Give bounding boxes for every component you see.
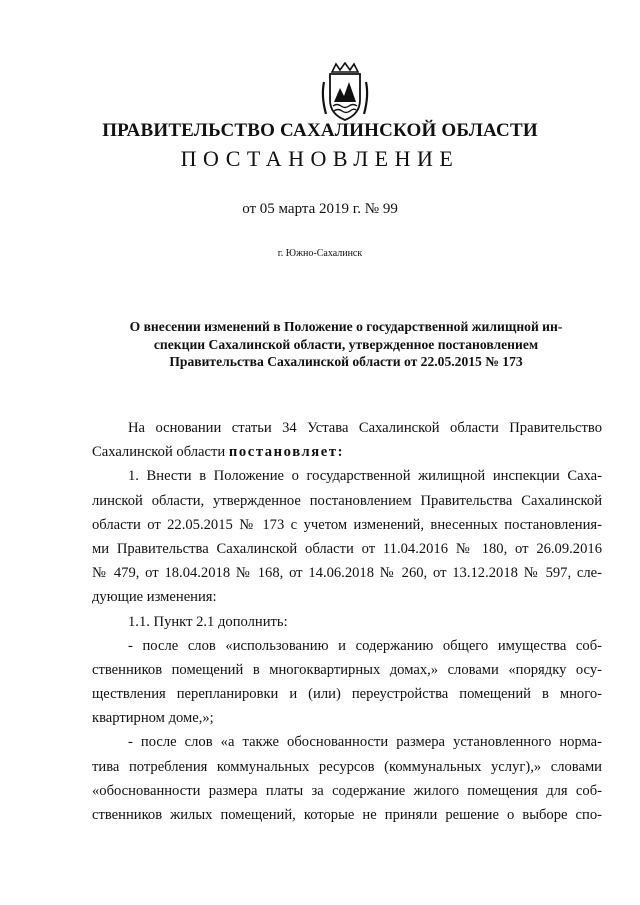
body-line: № 479, от 18.04.2018 № 168, от 14.06.2018 № 260, от 13.12.2018 № 597, сле-: [92, 565, 602, 582]
organization-name: ПРАВИТЕЛЬСТВО САХАЛИНСКОЙ ОБЛАСТИ: [102, 120, 538, 141]
body-line: тива потребления коммунальных ресурсов (коммунальных услуг),» словами: [92, 758, 602, 775]
document-title: [96, 318, 596, 371]
body-line: линской области, утвержденное постановлением Правительства Сахалинской: [92, 492, 602, 509]
body-line: [92, 440, 602, 464]
document-type: ПОСТАНОВЛЕНИЕ: [180, 146, 460, 171]
title-line: спекции Сахалинской области, утвержденное постановлением: [153, 336, 539, 352]
body-line: На основании статьи 34 Устава Сахалинской области Правительство: [128, 420, 602, 436]
body-line: - после слов «использованию и содержанию общего имущества соб-: [128, 637, 602, 654]
body-line: дующие изменения:: [92, 589, 217, 606]
body-line: ми Правительства Сахалинской области от 11.04.2016 № 180, от 26.09.2016: [92, 540, 602, 557]
body-line: «обоснованности размера платы за содержание жилого помещения для соб-: [92, 782, 602, 799]
document-city: г. Южно-Сахалинск: [277, 248, 363, 259]
document-date-number: от 05 марта 2019 г. № 99: [242, 201, 398, 217]
title-line: Правительства Сахалинской области от 22.05.2015 № 173: [169, 354, 523, 369]
body-line: - после слов «а также обоснованности размера установленного норма-: [128, 734, 602, 751]
body-line: области от 22.05.2015 № 173 с учетом изменений, внесенных постановления-: [92, 516, 602, 533]
body-text: Сахалинской области: [92, 444, 229, 461]
body-line: ственников жилых помещений, которые не приняли решение о выборе спо-: [92, 807, 602, 823]
coat-of-arms-icon: [318, 62, 372, 122]
body-line: 1. Внести в Положение о государственной жилищной инспекции Саха-: [128, 468, 602, 485]
document-body: [92, 416, 602, 827]
title-line: О внесении изменений в Положение о государственной жилищной ин-: [129, 319, 563, 334]
resolves-keyword: постановляет:: [228, 444, 345, 461]
body-line: квартирном доме,»;: [92, 710, 214, 727]
body-line: ществления перепланировки и (или) переустройства помещений в много-: [92, 686, 602, 703]
body-line: 1.1. Пункт 2.1 дополнить:: [128, 613, 288, 630]
body-line: ственников помещений в многоквартирных домах,» словами «порядку осу-: [92, 661, 602, 678]
